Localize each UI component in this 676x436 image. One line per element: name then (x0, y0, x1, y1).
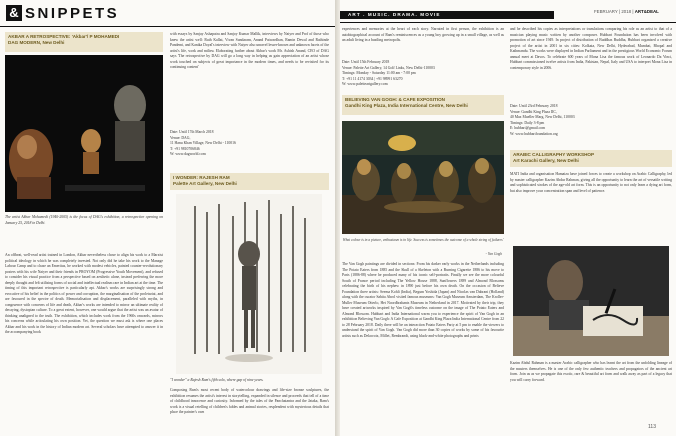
van-gogh-event-info: Date: Until 23rd February 2018 Venue: Gandhi King Plaza IIC, 40 Max Mueller Marg, New Delhi, 110003 Timings: Daily 3-8 pm E: hubbart@gmail.com W: www.hubbartfoundation.org (510, 104, 575, 136)
header-line-2: Art Karachi Gallery, New Delhi (513, 157, 579, 163)
snippets-logo (6, 4, 119, 22)
header-line-2: DAG MODERN, New Delhi (8, 39, 65, 45)
header-line-2: Palette Art Gallery, New Delhi (173, 180, 237, 186)
header-line-2: Gandhi King Plaza, India International Centre, New Delhi (345, 102, 468, 108)
header-rule (0, 26, 335, 27)
akbar-event-info: Date: Until 17th March 2018 Venue: DAG, 11 Hanu Khan Village, New Delhi - 110016 T: +91 9810706846 W: www.dagworld.com (170, 130, 236, 156)
van-gogh-quote: What colour is in a picture, enthusiasm is in life. Success is sometimes the outcome of a whole string of failures' (342, 238, 504, 242)
rajesh-ram-article-cont: experiences and memories at the heart of each story. Narrated in first person, the exhibition is an autobiographical account of Ram's reminiscences as a young boy growing up in a small village, as well as an adult living in a bustling metropolis. (342, 27, 504, 42)
van-gogh-quote-author: - Van Gogh (485, 252, 502, 256)
header-rule-right (340, 22, 676, 23)
akbar-artwork-image (5, 55, 163, 212)
akbar-article-col1: An offbeat, well-read artist trained in London, Akbar nevertheless chose to align his work to a Marxist political ideology in which he was completely invested. Not only did he take his work to the Manage Labour Camp and to chase an Emeritus, he worked with modest vehicles, painted counter-revolutionary posters with his wife Naiyer and their friends in PROYOM (Progressive Youth Movement), and refused to consider his visual practice from a perspective based on aesthetic alone, instead preferring the more deeply thought and felt utilising forms of social and intellectual realism rare in Indian art at the time. The timing of this important retrospective is particularly apt. Akbar's works are surprisingly strong and evocative of his belief in the politics of power and corruption, the marginalisation of the proletariat, and are favoured in the spectre of death. Memorialisation and displacement, paralleled with myths, in congruence with concerns of life and death, Akbar's works are intended to mirror an ultimate reality of decaying, dystopian culture. To a great extent, however, one would argue that the artist was an avatar of thinking unaligned to the truth. The exhibition, which includes work from the 1960s onwards, mirrors his concerns while articulating his own position. Yet, the question we must ask is where one places Akbar and his work in the history of Indian modern art. Several scholars have attempted to answer it in the accompanying book (5, 253, 163, 334)
exhibition-header-akbar (5, 32, 163, 52)
calligraphy-article-cont: Kazim Abdul Rahman is a master Arabic calligrapher who has learnt the art from the unfolding lineage of the masters themselves. He is one of the only few authentic teachers and propagators of the ancient art form. Join us as we propagate this exotic, rare & beautiful art form and walk away as part of a legacy that you will carry forward. (510, 361, 672, 382)
exhibition-header-rajesh-ram (170, 173, 329, 190)
akbar-caption: The artist Akbar Mohamedi (1940-2005) is the focus of DAG's exhibition, a retrospective opening on January 25, 2018 in Delhi. (5, 215, 163, 225)
calligraphy-article: MATI India and organisation Hamaiza have joined forces to create a workshop on Arabic Calligraphy, led by master calligrapher Kazim Abdur Rahman, giving all the opportunity to learn the art of versatile writing and sophisticated strokes of the age-old art form. This is an opportunity to not only learn a dying art form, but also improve your concentration span and level of patience. (510, 172, 672, 193)
van-gogh-article: The Van Gogh paintings are divided in sections: From his darker early works in the Netherlands including The Potato Eaters from 1885 and the Skull of a Skeleton with a Burning Cigarette 1886 to his move to Paris (1886-88) where he produced many of his iconic self-portraits. Finally we see the more colourful South of France period including The Yellow House 1888, Sunflowers 1889 and Almond Blossoms celebrating the birth of his nephew in 1890 just before his own death. On the occasion of Believe Foundation three artists: Seema Kohli (India), Begum Yoshida (Japan) and Nicolas van Dabrani (Holland) along with the curator Sabita Abrol visited famous museums: Van Gogh Museum Amsterdam, The Kroller-Muller Museum Otterlo, Het Noordbrabants Museum in Netherland in 2017. Motivated by their trip, they have created artworks inspired by Van Gogh's timeless outcome on the image of The Potato Eaters and Almond Blossom. Hubbart and India International warm you to experience the spirit of Van Gogh in an exhibition Believing Van Gogh: A Cafe Exposition at Gandhi King Plaza India International Centre from 22 to 28 February 2018. Daily there will be an interaction Potato Eaters Party at 5 pm to enable the viewers to understand the spirit of Van Gogh. Van Gogh did more than 30 copies of works by some of his favourite artists such as Delacroix, Millet, Rembrandt, using black-and-white photographs and prints (342, 262, 504, 338)
issue-label (594, 9, 659, 14)
header-line-1: BELIEVING VAN GOGH: & CAFE EXPOSITION (345, 97, 445, 102)
rajesh-ram-article: Composing Ram's most recent body of watercolour drawings and life-size bronze sculptures, the exhibition resumes the artist's interest in storytelling, expanded in silence and proceeds that tell of a time of childhood innocence and curiosity. Informed by the tales of the Panchatantra and the Jataka, Ram's work is a visual retelling of children's fables and animal stories, resplendent with mysterious details that place the painter's own (170, 388, 329, 414)
calligraphy-workshop-image (513, 246, 669, 356)
header-line-1: ARABIC CALLIGRAPHY WORKSHOP (513, 152, 595, 157)
page-number: 113 (648, 424, 656, 430)
magazine-name: ART&DEAL (634, 9, 659, 14)
rajesh-ram-sculpture-image (176, 194, 322, 374)
exhibition-header-van-gogh (342, 95, 504, 115)
akbar-article-col2: with essays by Sanjay Ashapatra and Sanjoy Kumar Mallik, interviews by Naiyer and Prof of those who knew the artist well: Ruth Kallat, Vivan Sundaram, Anand Patwardhan, Ramin Dewal and Rathinde Pandemi, and Kanika Doyal's interview with Naiyer also unravel lesser-known and unknown facets of the artist's life, work and milieu. Elaborating further about Akbar's work Mr. Ashish Anand, CEO of DAG says 'The retrospective by DAG will go a long way in helping us gain appreciation of an artist whose work touched on subjects of great importance in the modern times, and needs to be revisited for its continuing content' (170, 32, 329, 69)
issue-date: FEBRUARY | 2018 | (594, 9, 634, 14)
workshop-header-calligraphy (510, 150, 672, 167)
rajesh-ram-event-info: Date: Until 15th February 2018 Venue: Palette Art Gallery, 14 Golf Links, New Delhi-110003 Timings: Monday - Saturday 11:00 am - 7:00 pm T: +91 11 4174 3034 | +91 98991 63270 W: www.paletteartgallery.com (342, 60, 435, 86)
section-band: ART . MUSIC. DRAMA. MOVIE (340, 11, 554, 19)
header-line-1: AKBAR A RETROSPECTIVE: 'Akbar'/ P MOHAMEDI (8, 34, 120, 39)
logo-mark: & (6, 5, 22, 21)
van-gogh-article-col2: and he described his copies as interpretations or translations comparing his role as an artist to that of a musician playing music written by another composer. Hubbart Foundation has been involved with promotion of art since 1949. In project of distribution of Buddhas Buddha, Hubbart organised a creative project of the artist in 2001 in six cities: Kolkata, New Delhi, Hyderabad, Mumbai, Bhopal and Kathmandu. The works were displayed in Indian Parliament and in the prestigious World Economic Forum annual meet at Davos. To celebrate 600 years of Mona Lisa the famous work of Leonardo Da Vinci, Hubbart commissioned twelve artists from India, Pakistan, Nepal, Italy and USA to interpret Mona Lisa in contemporary style in 2006. (510, 27, 672, 70)
header-line-1: I WONDER: RAJESH RAM (173, 175, 230, 180)
rajesh-ram-caption: "I wonder" a Rajesh Ram's fifth solo, where gap of nine years. (170, 378, 264, 382)
van-gogh-painting-image (342, 121, 504, 234)
section-title: SNIPPETS (25, 4, 120, 22)
